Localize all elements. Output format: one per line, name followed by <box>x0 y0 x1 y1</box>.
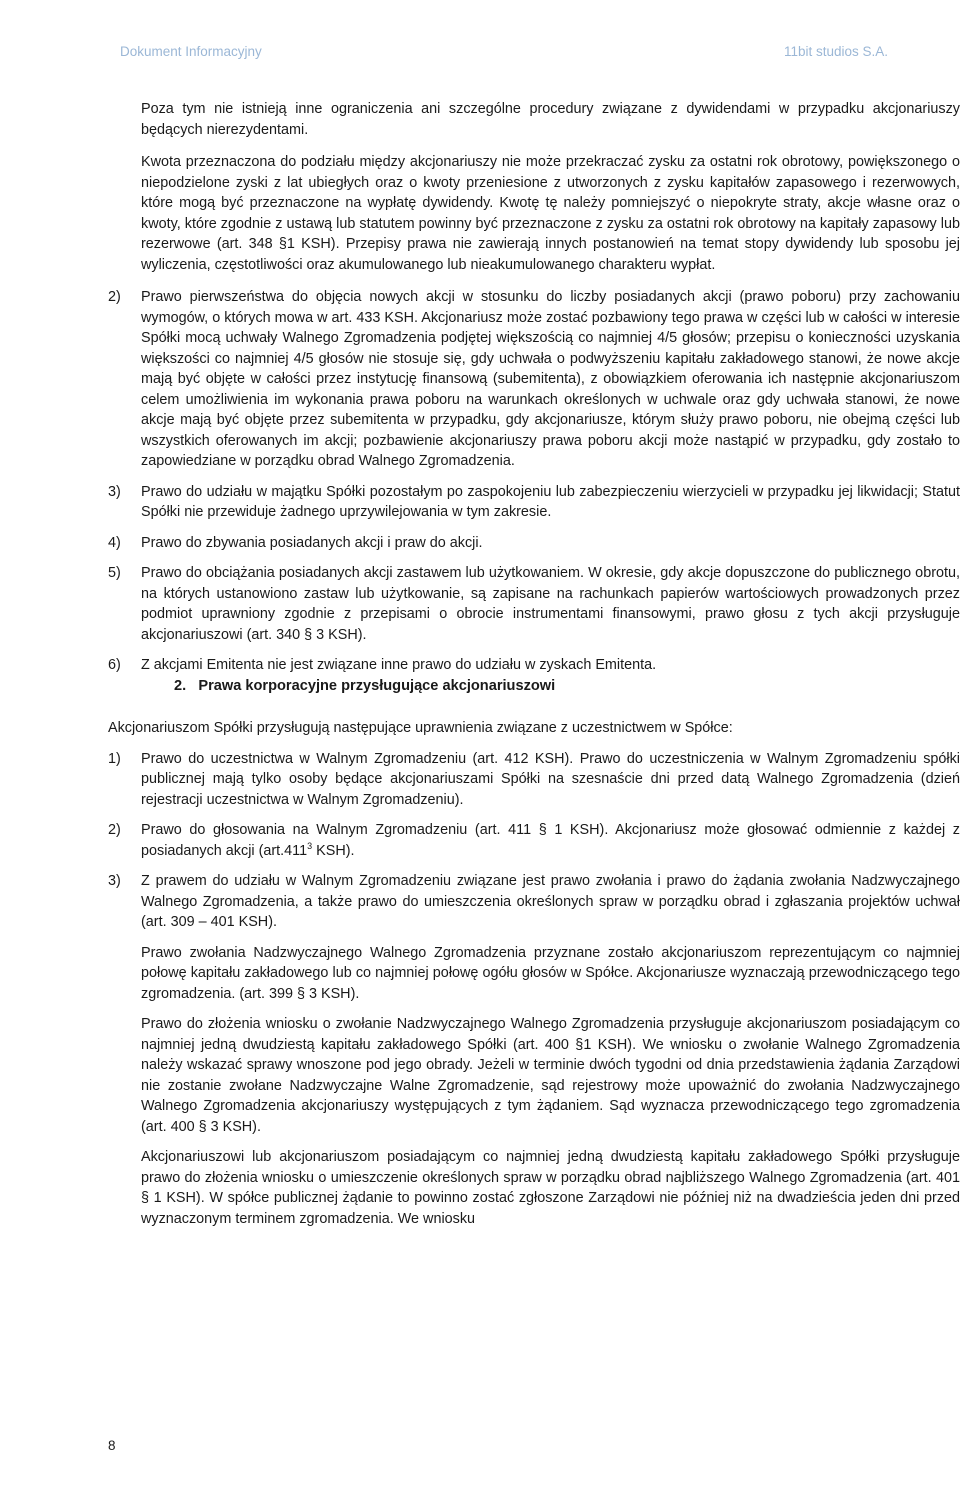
list-item <box>108 655 960 676</box>
paragraph-nonresident: Poza tym nie istnieją inne ograniczenia ani szczególne procedury związane z dywidendami w przypadku akcjonariuszy będących nierezydentami. <box>141 101 960 138</box>
list-item <box>108 820 960 861</box>
list-item-number: 2) <box>108 822 121 838</box>
list-item <box>108 563 960 645</box>
paragraph-request-right: Prawo do złożenia wniosku o zwołanie Nadzwyczajnego Walnego Zgromadzenia przysługuje akcjonariuszom posiadającym co najmniej jedną dwudziestą kapitału zakładowego Spółki (art. 400 §1 KSH). We wniosku o zwołanie Walnego Zgromadzenia należy wskazać sprawy wnoszone pod jego obrady. Jeżeli w terminie dwóch tygodni od dnia przedstawienia żądania Zarządowi nie zostanie zwołane Nadzwyczajne Walne Zgromadzenie, sąd rejestrowy może upoważnić do zwołania Nadzwyczajnego Walnego Zgromadzenia akcjonariuszy występujących z tym żądaniem. Sąd wyznacza przewodniczącego tego zgromadzenia (art. 400 § 3 KSH). <box>141 1016 960 1135</box>
page-content <box>108 99 960 1229</box>
list-item <box>108 482 960 523</box>
list-item-text: Prawo do zbywania posiadanych akcji i praw do akcji. <box>141 534 483 551</box>
section-heading: 2. Prawa korporacyjne przysługujące akcjonariuszowi <box>174 677 556 694</box>
list-item-number: 1) <box>108 750 121 767</box>
list-item-text: Prawo do obciążania posiadanych akcji zastawem lub użytkowaniem. W okresie, gdy akcje dopuszczone do publicznego obrotu, na których ustanowiono zastaw lub użytkowanie, są zapisane na rachunkach papierów wartościowych prowadzonych przez podmiot uprawniony zgodnie z przepisami o obrocie instrumentami finansowymi, prawo głosu z tych akcji przysługuje akcjonariuszowi (art. 340 § 3 KSH). <box>141 565 960 643</box>
list-item <box>108 749 960 811</box>
list-item-text: Prawo do udziału w majątku Spółki pozostałym po zaspokojeniu lub zabezpieczeniu wierzycieli w przypadku jej likwidacji; Statut Spółki nie przewiduje żadnego uprzywilejowania w tym zakresie. <box>141 483 960 520</box>
section-intro: Akcjonariuszom Spółki przysługują następujące uprawnienia związane z uczestnictwem w Spółce: <box>108 720 733 736</box>
list-item-number: 4) <box>108 534 121 551</box>
list-item-number: 2) <box>108 289 121 305</box>
header-company-name: 11bit studios S.A. <box>784 44 889 59</box>
list-item-text: Z akcjami Emitenta nie jest związane inne prawo do udziału w zyskach Emitenta. <box>141 657 657 673</box>
list-item-text-end: KSH). <box>312 842 355 859</box>
list-item-number: 3) <box>108 873 121 889</box>
paragraph-convening-right: Prawo zwołania Nadzwyczajnego Walnego Zgromadzenia przyznane zostało akcjonariuszom reprezentującym co najmniej połowę kapitału zakładowego lub co najmniej połowę ogółu głosów w Spółce. Akcjonariusze wyznaczają przewodniczącego tego zgromadzenia. (art. 399 § 3 KSH). <box>141 944 960 1002</box>
list-item-text: Prawo do uczestnictwa w Walnym Zgromadzeniu (art. 412 KSH). Prawo do uczestniczenia w Walnym Zgromadzeniu spółki publicznej mają tylko osoby będące akcjonariuszami Spółki na szesnaście dni przed datą Walnego Zgromadzenia (dzień rejestracji uczestnictwa w Walnym Zgromadzeniu). <box>141 750 960 808</box>
list-item <box>108 871 960 933</box>
list-item-number: 3) <box>108 483 121 500</box>
paragraph-agenda-right: Akcjonariuszowi lub akcjonariuszom posiadającym co najmniej jedną dwudziestą kapitału zakładowego Spółki przysługuje prawo do złożenia wniosku o umieszczenie określonych spraw w porządku obrad najbliższego Walnego Zgromadzenia (art. 401 § 1 KSH). W spółce publicznej żądanie to powinno zostać zgłoszone Zarządowi nie później niż na dwadzieścia jeden dni przed wyznaczonym terminem zgromadzenia. We wniosku <box>141 1149 960 1227</box>
page-number: 8 <box>108 1438 116 1453</box>
list-item <box>108 287 960 472</box>
list-item-text: Prawo do głosowania na Walnym Zgromadzeniu (art. 411 § 1 KSH). Akcjonariusz może głosować odmiennie z każdej z posiadanych akcji (art.411 <box>141 822 960 859</box>
superscript: 3 <box>307 840 313 851</box>
list-item-number: 5) <box>108 565 121 581</box>
list-item-number: 6) <box>108 657 121 673</box>
header-document-title: Dokument Informacyjny <box>120 44 262 59</box>
list-item-text: Prawo pierwszeństwa do objęcia nowych akcji w stosunku do liczby posiadanych akcji (prawo poboru) przy zachowaniu wymogów, o których mowa w art. 433 KSH. Akcjonariusz może zostać pozbawiony tego prawa w części lub w całości w interesie Spółki mocą uchwały Walnego Zgromadzenia podjętej większością co najmniej 4/5 głosów; przepisu o konieczności uzyskania większości co najmniej 4/5 głosów nie stosuje się, gdy uchwała o podwyższeniu kapitału zakładowego stanowi, że nowe akcje mają być objęte w całości przez instytucję finansową (subemitenta), z obowiązkiem oferowania ich następnie akcjonariuszom celem umożliwienia im wykonania prawa poboru na warunkach określonych w uchwale oraz gdy uchwała stanowi, że nowe akcje mają być objęte przez subemitenta w przypadku, gdy akcjonariusze, którym służy prawo poboru, nie obejmą części lub wszystkich oferowanych im akcji; pozbawienie akcjonariuszy prawa poboru akcji może nastąpić w przypadku, gdy zostało to zapowiedziane w porządku obrad Walnego Zgromadzenia. <box>141 289 960 469</box>
list-item-text: Z prawem do udziału w Walnym Zgromadzeniu związane jest prawo zwołania i prawo do żądania zwołania Nadzwyczajnego Walnego Zgromadzenia, a także prawo do umieszczenia określonych spraw w porządku obrad i zgłaszania projektów uchwał (art. 309 – 401 KSH). <box>141 873 960 930</box>
list-item <box>108 533 960 554</box>
page-header <box>0 44 960 64</box>
paragraph-dividend-amount: Kwota przeznaczona do podziału między akcjonariuszy nie może przekraczać zysku za ostatni rok obrotowy, powiększonego o niepodzielone zyski z lat ubiegłych oraz o kwoty przeniesione z utworzonych z zysku kapitałów zapasowego i rezerwowych, które mogą być przeznaczone na wypłatę dywidendy. Kwotę tę należy pomniejszyć o niepokryte straty, akcje własne oraz o kwoty, które zgodnie z ustawą lub statutem powinny być przeznaczone z zysku za ostatni rok obrotowy na kapitały zapasowy lub rezerwowe (art. 348 §1 KSH). Przepisy prawa nie zawierają innych postanowień na temat stopy dywidendy lub sposobu jej wyliczenia, częstotliwości oraz akumulowanego lub nieakumulowanego charakteru wypłat. <box>141 154 960 273</box>
